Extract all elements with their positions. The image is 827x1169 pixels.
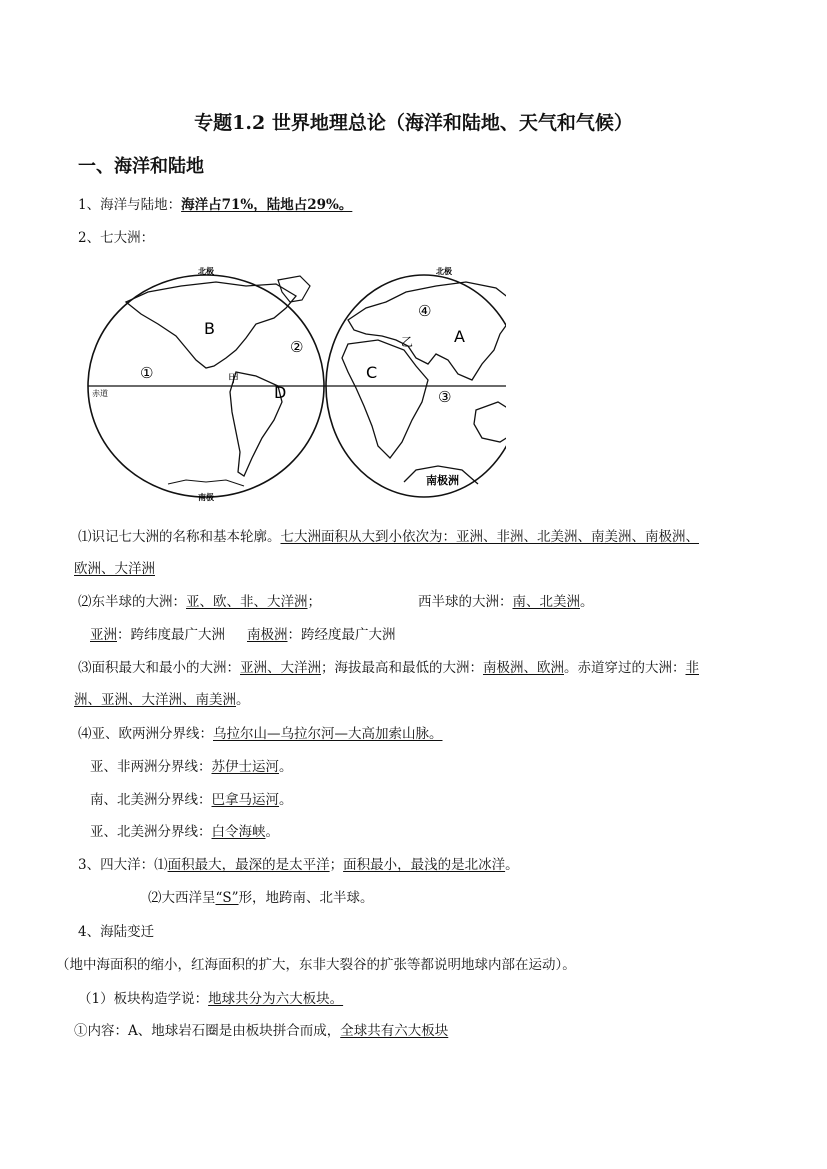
item-1 xyxy=(78,195,352,215)
p4-value: 乌拉尔山—乌拉尔河—大高加索山脉。 xyxy=(213,726,443,742)
p3-equator-prefix: 。赤道穿过的大洲： xyxy=(564,660,686,676)
label-C: C xyxy=(366,363,378,382)
p2-west-prefix: 西半球的大洲： xyxy=(418,594,513,610)
yi-label: 乙 xyxy=(401,335,414,349)
label-D: D xyxy=(274,383,287,402)
paragraph-1-line-1 xyxy=(78,527,699,547)
page-title: 专题1.2 世界地理总论（海洋和陆地、天气和气候） xyxy=(194,112,633,134)
item-2-label: 2、七大洲： xyxy=(78,230,155,246)
item3-v1: 面积最大，最深的是太平洋 xyxy=(167,857,330,873)
item-3b xyxy=(148,888,374,908)
label-A: A xyxy=(454,327,465,346)
north-pole-left-label: 北极 xyxy=(198,267,214,276)
p2-prefix: ⑵东半球的大洲： xyxy=(78,594,186,610)
item3b-value: “S” xyxy=(215,890,239,906)
item4b-prefix: ①内容：A、地球岩石圈是由板块拼合而成， xyxy=(74,1023,341,1039)
paragraph-2b xyxy=(90,625,396,645)
p3-area: 亚洲、大洋洲 xyxy=(240,660,321,676)
north-pole-right-label: 北极 xyxy=(436,267,452,276)
item-4-note: （地中海面积的缩小，红海面积的扩大，东非大裂谷的扩张等都说明地球内部在运动）。 xyxy=(56,957,576,973)
item3b-prefix: ⑵大西洋呈 xyxy=(148,890,216,906)
p2-end: 。 xyxy=(580,594,594,610)
p2b-asia-desc: ：跨纬度最广大洲 xyxy=(117,627,225,643)
item3-v2: 面积最小，最浅的是北冰洋 xyxy=(343,857,506,873)
label-B: B xyxy=(204,319,215,338)
p3-prefix: ⑶面积最大和最小的大洲： xyxy=(78,660,240,676)
item-4b xyxy=(74,1021,448,1041)
p4d-value: 白令海峡 xyxy=(211,824,266,840)
item-1-value: 海洋占71%，陆地占29%。 xyxy=(181,197,353,213)
p3-end: 。 xyxy=(236,692,250,708)
item-1-prefix: 1、海洋与陆地： xyxy=(78,197,182,213)
p4b-value: 苏伊士运河 xyxy=(211,759,279,775)
equator-label: 赤道 xyxy=(92,389,108,398)
p4c-end: 。 xyxy=(279,792,293,808)
paragraph-2-west xyxy=(418,592,594,612)
paragraph-3-line-1 xyxy=(78,658,699,678)
p2b-antarctica-desc: ：跨经度最广大洲 xyxy=(287,627,396,643)
p4c-value: 巴拿马运河 xyxy=(211,792,279,808)
p2-sep: ； xyxy=(307,594,321,610)
p4d-end: 。 xyxy=(265,824,279,840)
world-map-figure xyxy=(86,262,506,505)
item4a-prefix: （1）板块构造学说： xyxy=(78,991,209,1007)
item3-mid: ； xyxy=(329,857,344,873)
south-pole-left-label: 南极 xyxy=(198,493,214,502)
item4b-value: 全球共有六大板块 xyxy=(340,1023,449,1039)
p4c-prefix: 南、北美洲分界线： xyxy=(90,792,212,808)
p3-mid: ；海拔最高和最低的大洲： xyxy=(321,660,483,676)
item3-prefix: 3、四大洋：⑴ xyxy=(78,857,168,873)
p3-alt: 南极洲、欧洲 xyxy=(483,660,564,676)
item-3 xyxy=(78,855,519,875)
jia-label: 甲 xyxy=(228,372,239,385)
australia-shape xyxy=(474,402,506,442)
p4d-prefix: 亚、北美洲分界线： xyxy=(90,824,212,840)
item3-end: 。 xyxy=(505,857,519,873)
circle-4-label: ④ xyxy=(418,302,432,320)
item4a-value: 地球共分为六大板块。 xyxy=(208,991,344,1007)
paragraph-4 xyxy=(78,724,443,744)
paragraph-4d xyxy=(90,822,279,842)
item-4a xyxy=(78,989,343,1009)
p1-prefix: ⑴识记七大洲的名称和基本轮廓。 xyxy=(78,529,281,545)
p4-prefix: ⑷亚、欧两洲分界线： xyxy=(78,726,213,742)
item3b-end: 形，地跨南、北半球。 xyxy=(238,890,374,906)
p1-value-a: 七大洲面积从大到小依次为：亚洲、非洲、北美洲、南美洲、南极洲、 xyxy=(280,529,699,545)
circle-3-label: ③ xyxy=(438,388,452,406)
paragraph-3-line-2 xyxy=(74,690,250,710)
p2b-antarctica: 南极洲 xyxy=(247,627,288,643)
circle-1-label: ① xyxy=(140,364,154,382)
circle-2-label: ② xyxy=(290,338,304,356)
antarctica-edge-left xyxy=(168,480,244,486)
p2-west: 南、北美洲 xyxy=(512,594,580,610)
antarctica-label: 南极洲 xyxy=(426,474,459,487)
section-heading: 一、海洋和陆地 xyxy=(78,156,204,177)
item-4-label: 4、海陆变迁 xyxy=(78,924,155,940)
paragraph-1-line-2 xyxy=(74,559,155,579)
p2-east: 亚、欧、非、大洋洲 xyxy=(186,594,308,610)
p1-value-b: 欧洲、大洋洲 xyxy=(74,561,155,577)
p3-eq-b: 洲、亚洲、大洋洲、南美洲 xyxy=(74,692,236,708)
p4b-end: 。 xyxy=(279,759,293,775)
paragraph-2 xyxy=(78,592,321,612)
paragraph-4b xyxy=(90,757,293,777)
paragraph-4c xyxy=(90,790,293,810)
p3-eq-a: 非 xyxy=(685,660,699,676)
p2b-asia: 亚洲 xyxy=(90,627,117,643)
p4b-prefix: 亚、非两洲分界线： xyxy=(90,759,212,775)
